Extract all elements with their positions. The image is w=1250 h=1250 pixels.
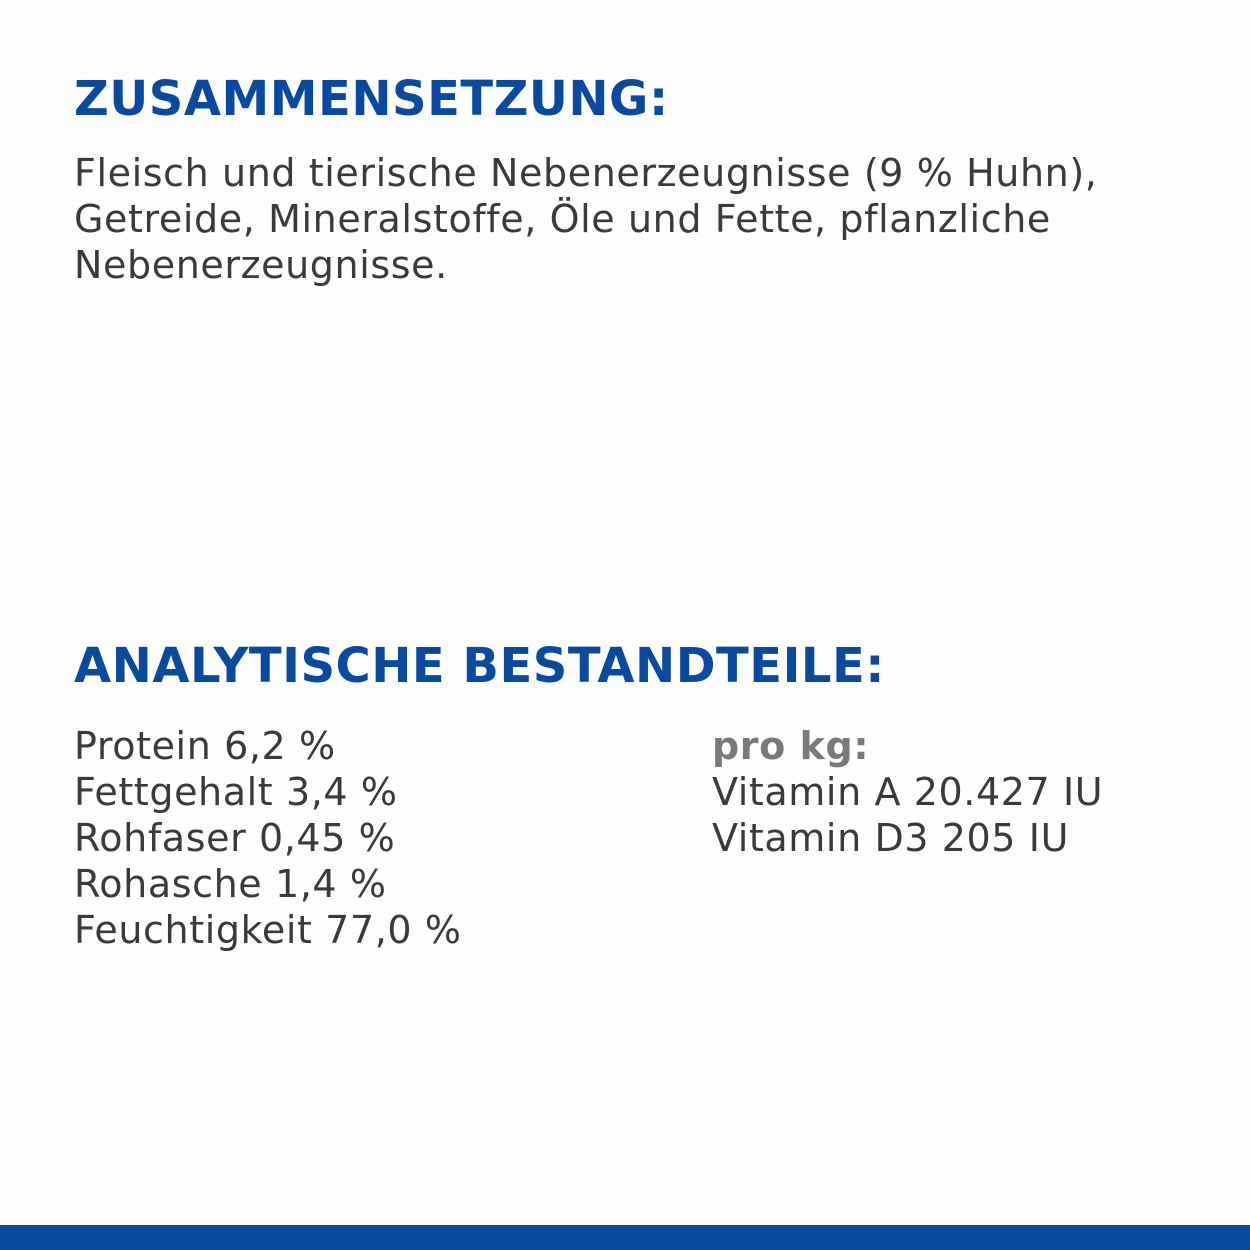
analytical-item-protein: Protein 6,2 % (74, 724, 336, 768)
analytical-item-fat: Fettgehalt 3,4 % (74, 770, 398, 814)
composition-heading: ZUSAMMENSETZUNG: (74, 71, 669, 127)
bottom-bar (0, 1225, 1250, 1250)
analytical-item-fiber: Rohfaser 0,45 % (74, 816, 396, 860)
analytical-item-ash: Rohasche 1,4 % (74, 862, 387, 906)
per-kg-section (712, 723, 1103, 861)
per-kg-title: pro kg: (712, 724, 870, 768)
per-kg-list (712, 769, 1103, 861)
analytical-list (74, 723, 462, 953)
analytical-heading: ANALYTISCHE BESTANDTEILE: (74, 638, 885, 694)
analytical-item-moisture: Feuchtigkeit 77,0 % (74, 908, 462, 952)
composition-text: Fleisch und tierische Nebenerzeugnisse (9 % Huhn), Getreide, Mineralstoffe, Öle und Fette, pflanzliche Nebenerzeugnisse. (74, 151, 1098, 287)
per-kg-item-vitamin-a: Vitamin A 20.427 IU (712, 770, 1104, 814)
per-kg-item-vitamin-d3: Vitamin D3 205 IU (712, 816, 1069, 860)
